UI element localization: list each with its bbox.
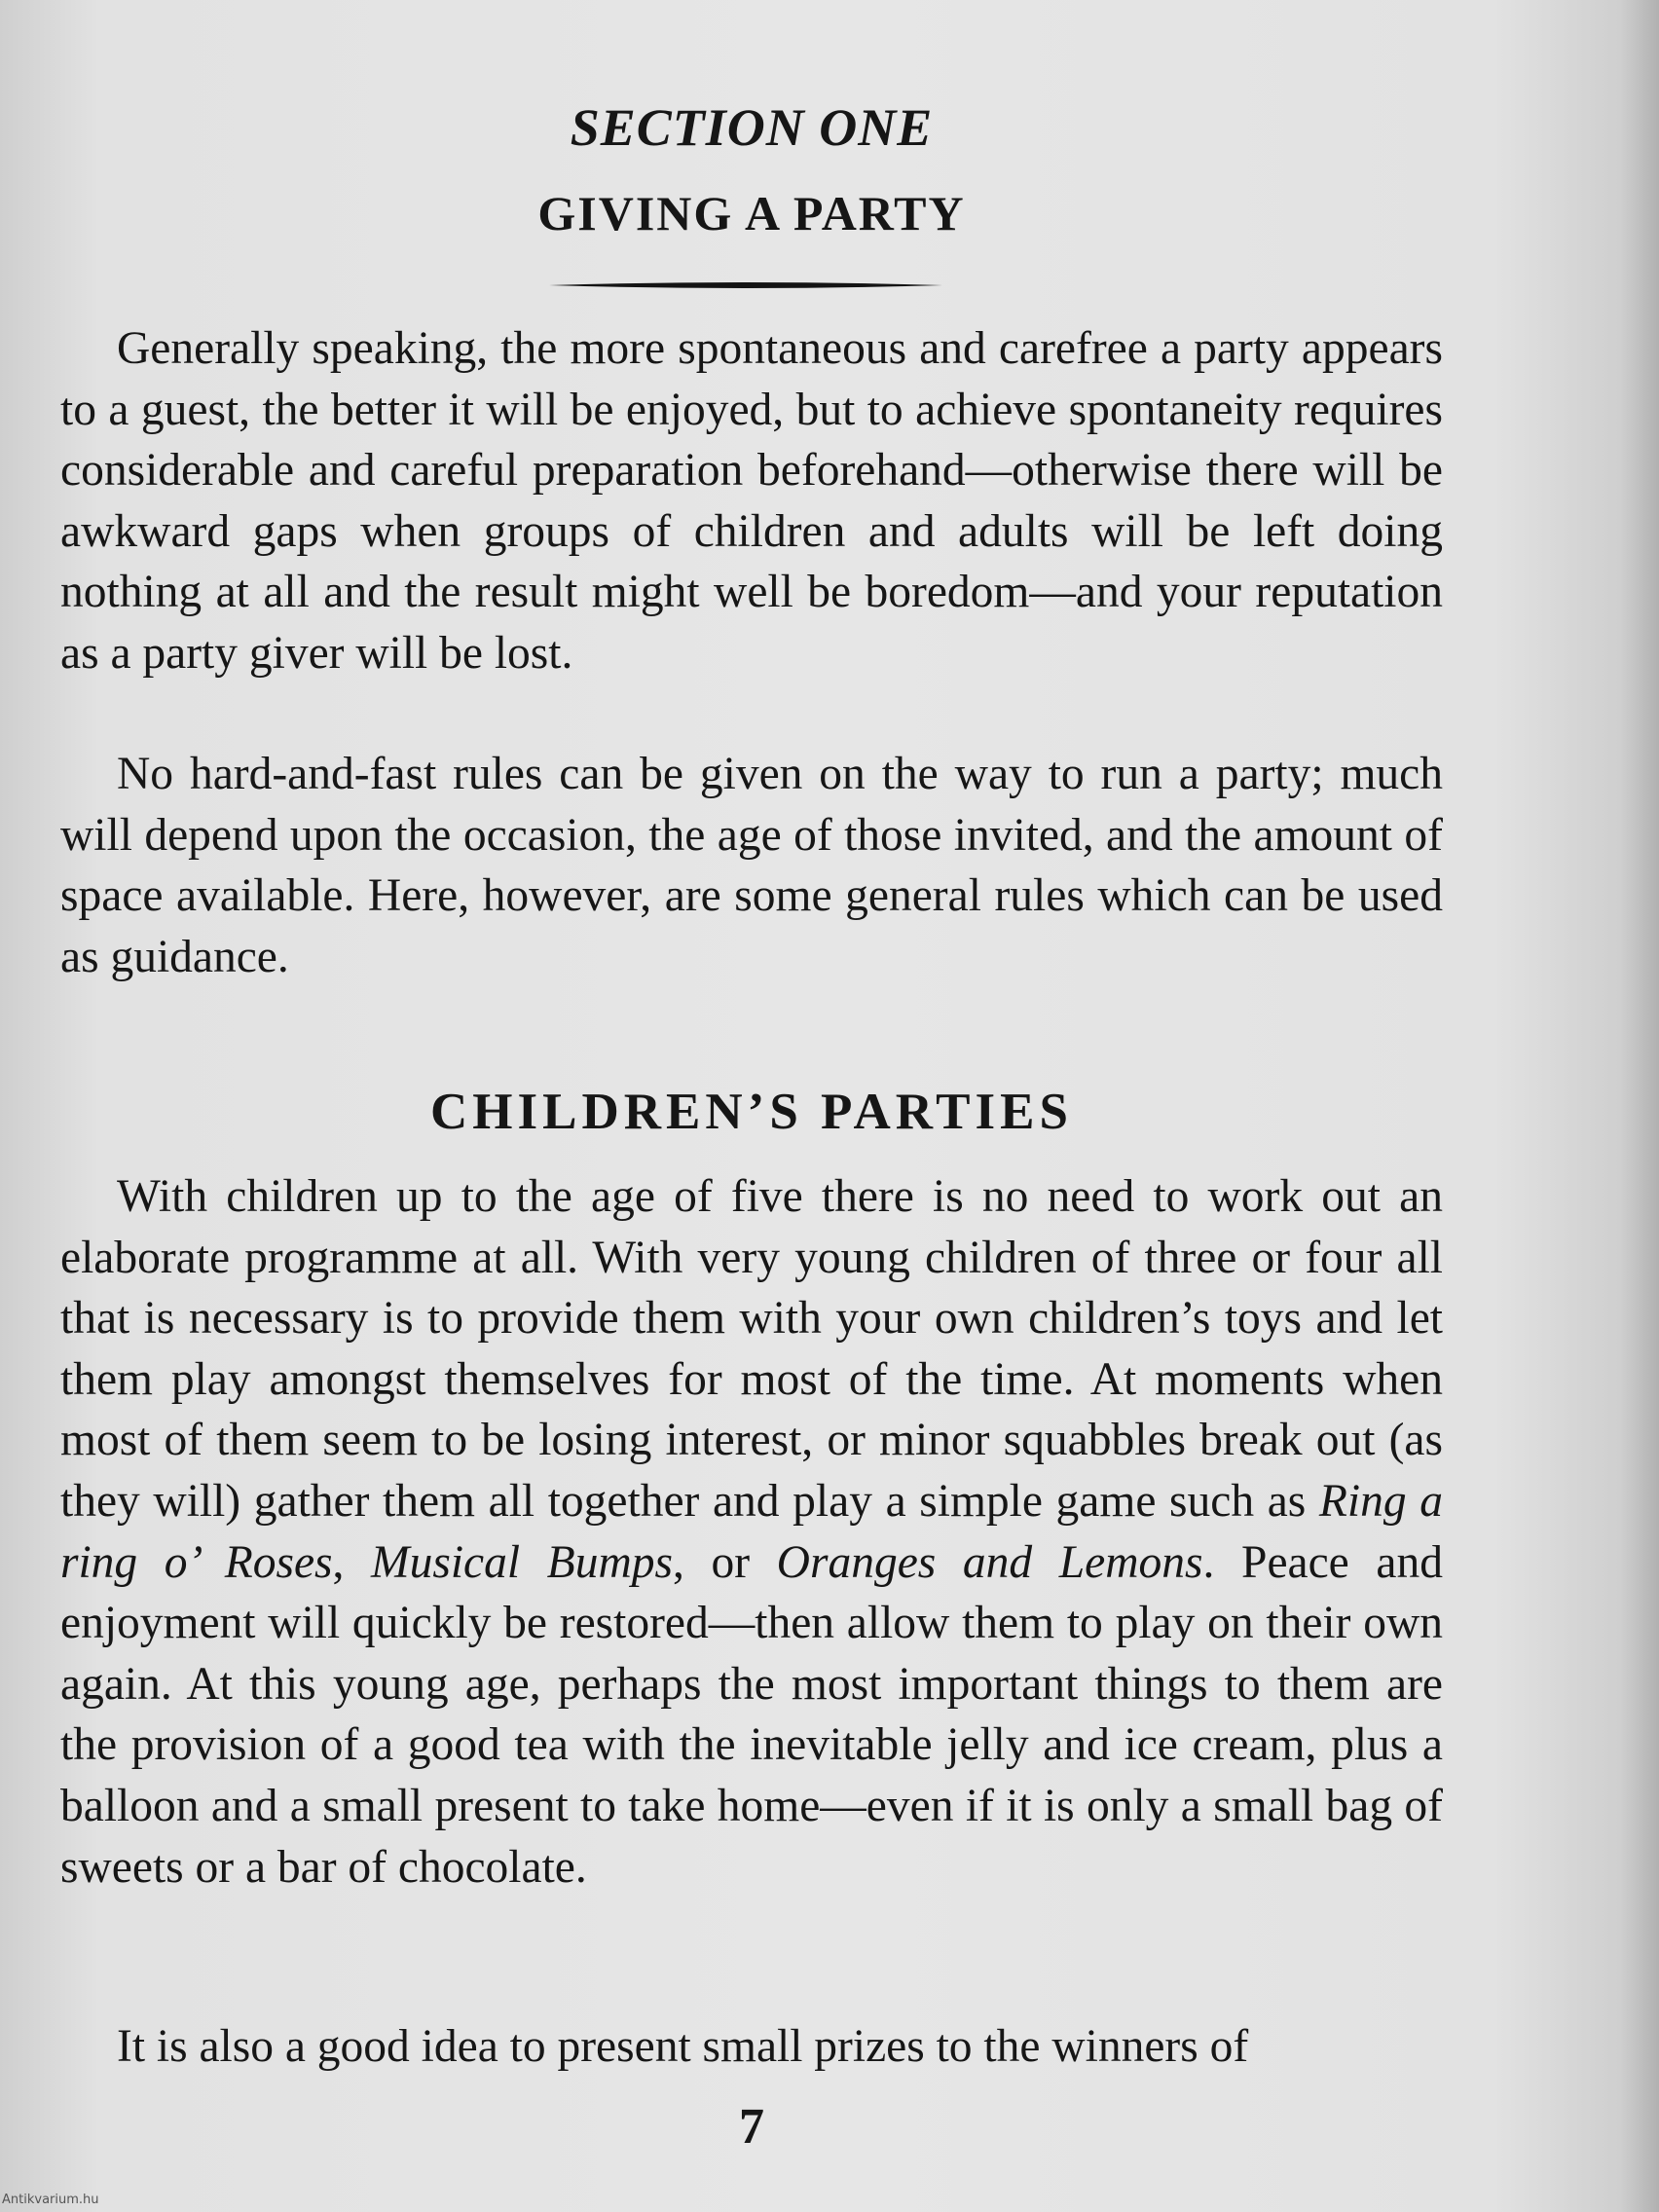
childrens-parties-paragraph-2: It is also a good idea to present small prizes to the winners of <box>117 2021 1249 2072</box>
page-number: 7 <box>739 2099 764 2155</box>
game-title-ring-a-ring: Ring a ring o’ Roses <box>60 1475 1444 1588</box>
game-title-oranges-and-lemons: Oranges and Lemons <box>776 1536 1203 1588</box>
watermark: Antikvarium.hu <box>2 2193 99 2207</box>
paragraph-text-end: . Peace and enjoyment will quickly be restored—then allow them to play on their own again. At this young age, perhaps the most important things to them are the provision of a good tea with the inevitable jelly and ice cream, plus a balloon and a small present to take home—even if it is only a small bag of sweets or a bar of chocolate. <box>60 1536 1443 1893</box>
page-spine-shadow <box>1620 0 1659 2212</box>
section-title: GIVING A PARTY <box>537 186 966 240</box>
title-rule-ornament <box>549 280 942 290</box>
game-title-musical-bumps: Musical Bumps <box>371 1536 673 1588</box>
paragraph-text-start: With children up to the age of five there is no need to work out an elaborate programme at all. With very young children of three or four all that is necessary is to provide them with your own children’s toys and let them play amongst themselves for most of the time. At moments when most of them seem to be losing interest, or minor squabbles break out (as they will) gather them all together and play a simple game such as <box>60 1171 1443 1527</box>
childrens-parties-paragraph-1 <box>60 1166 1443 1898</box>
intro-paragraph-1: Generally speaking, the more spontaneous and carefree a party appears to a guest, the better it will be enjoyed, but to achieve spontaneity requires considerable and careful preparation beforehand—otherwise there will be awkward gaps when groups of children and adults will be left doing nothing at all and the result might well be boredom—and your reputation as a party giver will be lost. <box>60 323 1443 679</box>
childrens-parties-heading: CHILDREN’S PARTIES <box>430 1084 1073 1140</box>
separator-1: , <box>332 1536 372 1588</box>
intro-paragraph-2: No hard-and-fast rules can be given on the way to run a party; much will depend upon the occasion, the age of those invited, and the amount of space available. Here, however, are some general rules which can be used as guidance. <box>60 749 1443 982</box>
section-label: SECTION ONE <box>570 98 934 157</box>
separator-2: , or <box>672 1536 777 1588</box>
